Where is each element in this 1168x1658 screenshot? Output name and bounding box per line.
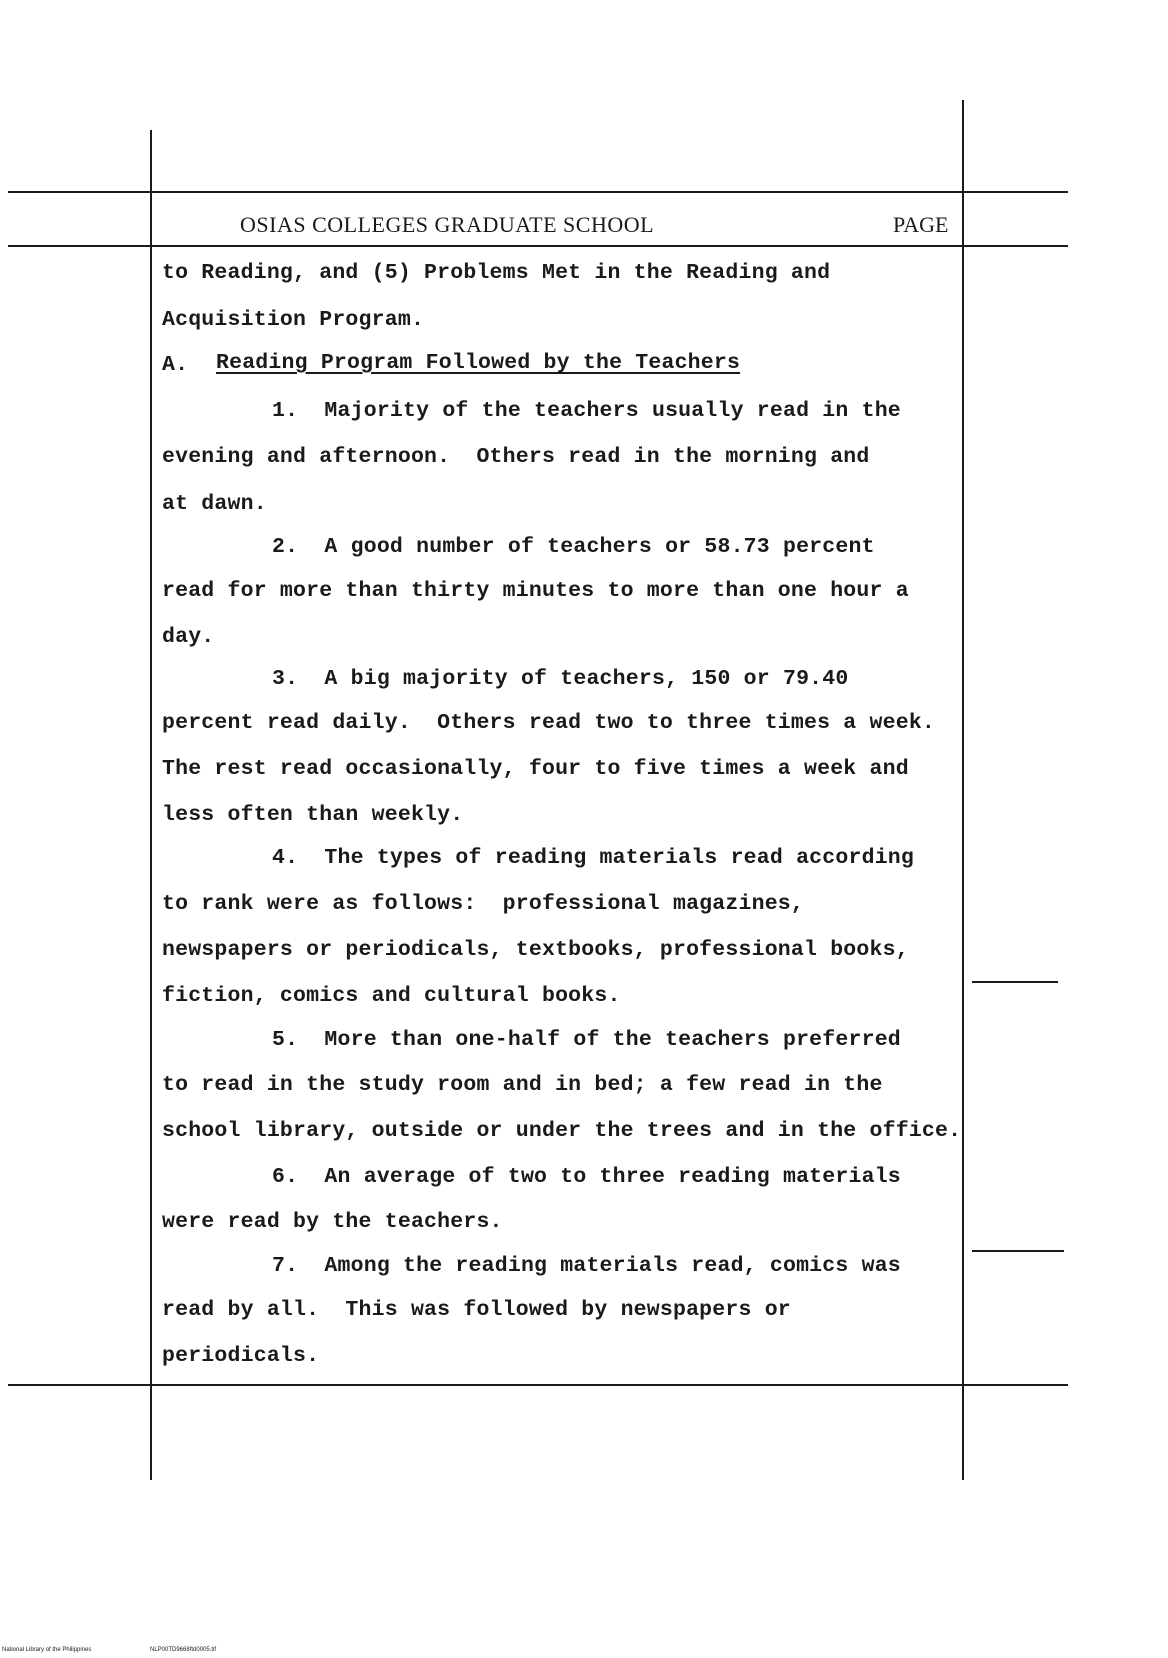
text-line: at dawn. — [162, 492, 267, 516]
text-line: read by all. This was followed by newspapers or — [162, 1298, 791, 1322]
right-margin-rule — [962, 100, 964, 1480]
text-line: to read in the study room and in bed; a few read in the — [162, 1073, 883, 1097]
right-tab-rule-2 — [972, 1250, 1064, 1252]
text-line: 2. A good number of teachers or 58.73 percent — [272, 535, 875, 559]
text-line: to rank were as follows: professional magazines, — [162, 892, 805, 916]
text-line: 6. An average of two to three reading materials — [272, 1165, 901, 1189]
left-margin-rule — [150, 130, 152, 1480]
text-line: 5. More than one-half of the teachers preferred — [272, 1028, 901, 1052]
text-line: newspapers or periodicals, textbooks, professional books, — [162, 938, 909, 962]
text-line: The rest read occasionally, four to five times a week and — [162, 757, 909, 781]
text-line: to Reading, and (5) Problems Met in the Reading and — [162, 261, 831, 285]
text-line: less often than weekly. — [162, 803, 464, 827]
text-line: Acquisition Program. — [162, 308, 425, 332]
text-line: were read by the teachers. — [162, 1210, 503, 1234]
text-line: day. — [162, 625, 215, 649]
text-line: percent read daily. Others read two to three times a week. — [162, 711, 936, 735]
section-heading: Reading Program Followed by the Teachers — [216, 351, 741, 375]
header-top-rule — [8, 191, 1068, 193]
section-label: A. — [162, 353, 189, 377]
header-title: OSIAS COLLEGES GRADUATE SCHOOL — [240, 212, 655, 237]
right-tab-rule-1 — [972, 981, 1058, 983]
text-line: 3. A big majority of teachers, 150 or 79.40 — [272, 667, 849, 691]
text-line: periodicals. — [162, 1344, 320, 1368]
text-line: fiction, comics and cultural books. — [162, 984, 621, 1008]
text-line: evening and afternoon. Others read in the morning and — [162, 445, 870, 469]
text-line: 1. Majority of the teachers usually read in the — [272, 399, 901, 423]
text-line: 7. Among the reading materials read, comics was — [272, 1254, 901, 1278]
footer-library-name: National Library of the Philippines — [2, 1647, 92, 1653]
text-line: read for more than thirty minutes to more than one hour a — [162, 579, 909, 603]
header-page-label: PAGE — [893, 212, 949, 237]
footer-file-name: NLP00TD9668ftd0005.tif — [150, 1647, 217, 1653]
header-bottom-rule — [8, 245, 1068, 247]
text-line: school library, outside or under the trees and in the office. — [162, 1119, 962, 1143]
footer-rule — [8, 1384, 1068, 1386]
text-line: 4. The types of reading materials read according — [272, 846, 915, 870]
